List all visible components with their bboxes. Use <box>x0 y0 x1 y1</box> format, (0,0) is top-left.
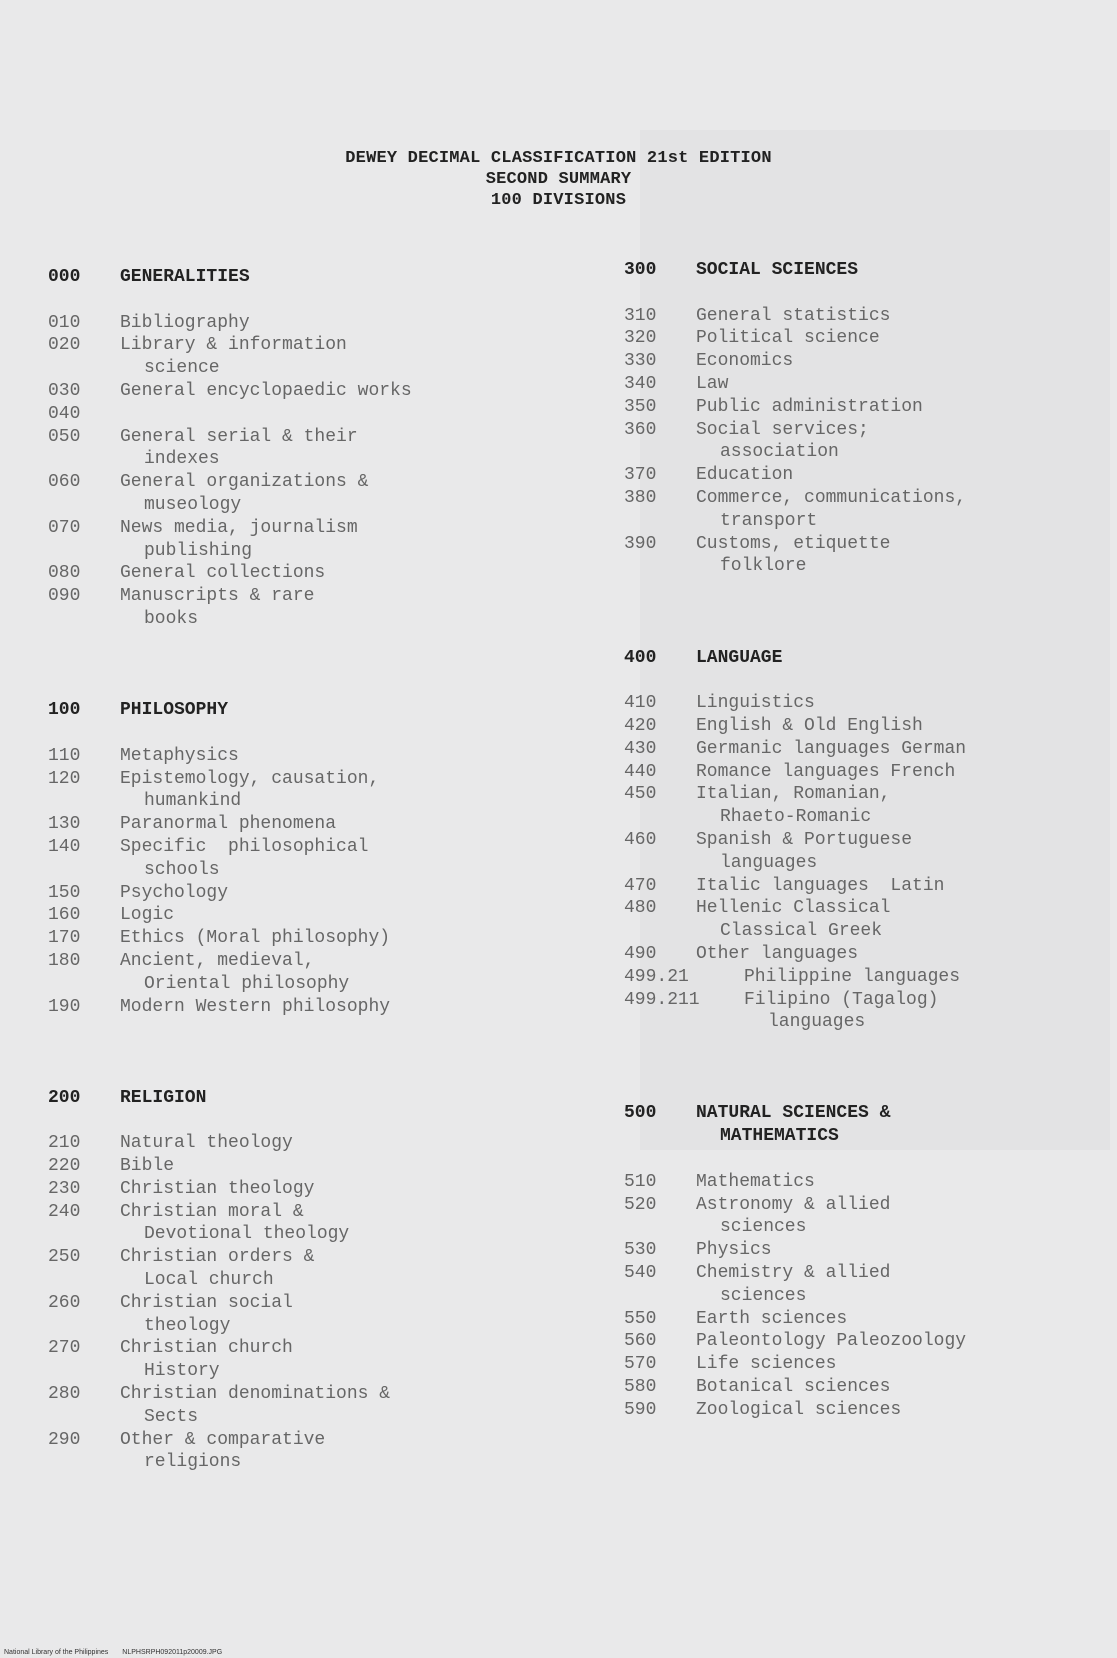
class-label: News media, journalism <box>120 517 358 538</box>
section-number-blank <box>624 1125 696 1148</box>
list-item <box>48 813 588 836</box>
class-number: 150 <box>48 882 81 903</box>
class-label: General encyclopaedic works <box>120 380 412 401</box>
class-number: 499.211 <box>624 989 700 1010</box>
class-number: 570 <box>624 1354 657 1375</box>
class-label: Paleontology Paleozoology <box>696 1331 967 1352</box>
class-number: 530 <box>624 1240 657 1261</box>
class-number <box>48 859 120 882</box>
class-label: Physics <box>696 1240 772 1261</box>
section-title: PHILOSOPHY <box>120 700 229 721</box>
class-number: 110 <box>48 745 81 766</box>
list-item <box>48 927 588 950</box>
class-number: 250 <box>48 1247 81 1268</box>
class-number: 450 <box>624 784 657 805</box>
section-heading <box>48 1087 588 1110</box>
spacer <box>624 578 1104 601</box>
class-label: Library & information <box>120 335 347 356</box>
class-number: 350 <box>624 396 657 417</box>
class-label: Natural theology <box>120 1133 293 1154</box>
list-item <box>624 761 1104 784</box>
class-label: Law <box>696 373 729 394</box>
list-item <box>48 585 588 608</box>
left-column <box>48 266 588 1474</box>
class-label: publishing <box>144 540 253 561</box>
class-number <box>624 1216 696 1239</box>
class-number: 070 <box>48 517 81 538</box>
class-label: Customs, etiquette <box>696 533 891 554</box>
class-number: 330 <box>624 351 657 372</box>
spacer <box>48 722 588 745</box>
list-item <box>624 1171 1104 1194</box>
class-number: 240 <box>48 1201 81 1222</box>
footer <box>4 1649 236 1657</box>
class-label: Other & comparative <box>120 1429 326 1450</box>
list-item <box>48 1201 588 1224</box>
spacer <box>48 654 588 677</box>
list-item <box>624 555 1104 578</box>
class-number: 550 <box>624 1308 657 1329</box>
class-label: Psychology <box>120 882 229 903</box>
section-title: GENERALITIES <box>120 267 250 287</box>
list-item <box>624 441 1104 464</box>
class-number <box>624 1011 744 1034</box>
list-item <box>624 943 1104 966</box>
spacer <box>48 631 588 654</box>
list-item <box>624 1285 1104 1308</box>
class-number: 540 <box>624 1263 657 1284</box>
list-item <box>624 1353 1104 1376</box>
list-item <box>624 1194 1104 1217</box>
spacer <box>624 1148 1104 1171</box>
list-item <box>48 1383 588 1406</box>
list-item <box>48 380 588 403</box>
class-label: Romance languages French <box>696 761 956 782</box>
class-label: Christian moral & <box>120 1201 304 1222</box>
class-label: Commerce, communications, <box>696 487 967 508</box>
list-item <box>624 533 1104 556</box>
list-item <box>48 1360 588 1383</box>
class-label: Chemistry & allied <box>696 1263 891 1284</box>
class-number <box>48 790 120 813</box>
class-number <box>624 555 696 578</box>
spacer <box>48 1041 588 1064</box>
class-label: sciences <box>720 1285 807 1306</box>
section-heading <box>624 647 1104 670</box>
list-item <box>48 904 588 927</box>
class-label: Ethics (Moral philosophy) <box>120 928 391 949</box>
list-item <box>624 852 1104 875</box>
class-number: 180 <box>48 950 81 971</box>
list-item <box>624 373 1104 396</box>
section-heading <box>624 1102 1104 1125</box>
section-title: LANGUAGE <box>696 647 783 668</box>
class-number: 030 <box>48 380 81 401</box>
class-label: indexes <box>144 449 220 470</box>
class-label: Economics <box>696 351 794 372</box>
list-item <box>48 562 588 585</box>
list-item <box>624 989 1104 1012</box>
footer-library: National Library of the Philippines <box>4 1649 109 1656</box>
right-column <box>624 259 1104 1422</box>
class-label: Christian social <box>120 1292 293 1313</box>
spacer <box>624 601 1104 624</box>
list-item <box>48 471 588 494</box>
list-item <box>48 312 588 335</box>
class-label: Life sciences <box>696 1354 837 1375</box>
class-number <box>48 1406 120 1429</box>
list-item <box>48 1315 588 1338</box>
class-number: 290 <box>48 1429 81 1450</box>
list-item <box>48 517 588 540</box>
list-item <box>48 859 588 882</box>
class-number: 040 <box>48 403 81 424</box>
list-item <box>624 1239 1104 1262</box>
spacer <box>624 669 1104 692</box>
list-item <box>48 790 588 813</box>
class-number: 120 <box>48 768 81 789</box>
class-label: English & Old English <box>696 715 923 736</box>
class-number <box>624 1285 696 1308</box>
class-label: History <box>144 1361 220 1382</box>
list-item <box>48 1429 588 1452</box>
section-400 <box>624 647 1104 1035</box>
class-label: schools <box>144 859 220 880</box>
spacer <box>48 289 588 312</box>
class-number: 010 <box>48 312 81 333</box>
list-item <box>48 1155 588 1178</box>
class-label: Germanic languages German <box>696 738 967 759</box>
class-label: Christian denominations & <box>120 1384 391 1405</box>
section-title: SOCIAL SCIENCES <box>696 260 859 280</box>
class-number: 520 <box>624 1194 657 1215</box>
list-item <box>624 1330 1104 1353</box>
class-number: 140 <box>48 836 81 857</box>
class-number: 460 <box>624 829 657 850</box>
class-number: 170 <box>48 928 81 949</box>
spacer <box>624 282 1104 305</box>
list-item <box>624 510 1104 533</box>
class-number: 190 <box>48 996 81 1017</box>
class-label: Rhaeto-Romanic <box>720 807 872 828</box>
class-label: Classical Greek <box>720 921 883 942</box>
list-item <box>624 327 1104 350</box>
class-label: languages <box>768 1012 866 1033</box>
class-number <box>48 973 120 996</box>
class-number: 380 <box>624 487 657 508</box>
class-number <box>624 441 696 464</box>
class-label: Christian church <box>120 1338 293 1359</box>
list-item <box>48 768 588 791</box>
section-number: 500 <box>624 1103 657 1124</box>
class-label: Other languages <box>696 943 859 964</box>
class-number: 370 <box>624 465 657 486</box>
list-item <box>624 1011 1104 1034</box>
class-label: Specific philosophical <box>120 836 369 857</box>
page-title <box>0 148 1117 211</box>
class-label: association <box>720 442 839 463</box>
class-number: 410 <box>624 693 657 714</box>
class-label: religions <box>144 1452 242 1473</box>
class-number: 080 <box>48 563 81 584</box>
class-label: Italic languages Latin <box>696 875 945 896</box>
spacer <box>48 676 588 699</box>
class-label: Philippine languages <box>744 966 961 987</box>
class-label: Bibliography <box>120 312 250 333</box>
class-number <box>48 1451 120 1474</box>
class-label: Ancient, medieval, <box>120 950 315 971</box>
list-item <box>48 426 588 449</box>
class-number: 050 <box>48 426 81 447</box>
class-number: 230 <box>48 1178 81 1199</box>
list-item <box>624 806 1104 829</box>
class-label: Political science <box>696 328 880 349</box>
class-label: museology <box>144 494 242 515</box>
class-number <box>624 852 696 875</box>
section-300 <box>624 259 1104 578</box>
list-item <box>48 882 588 905</box>
list-item <box>48 357 588 380</box>
class-number <box>48 1315 120 1338</box>
class-label: Paranormal phenomena <box>120 814 337 835</box>
class-label: Sects <box>144 1406 199 1427</box>
class-label: humankind <box>144 791 242 812</box>
class-label: Mathematics <box>696 1171 815 1192</box>
section-heading <box>48 699 588 722</box>
class-label: General organizations & <box>120 472 369 493</box>
list-item <box>48 1269 588 1292</box>
class-number: 310 <box>624 305 657 326</box>
spacer <box>624 624 1104 647</box>
list-item <box>48 1292 588 1315</box>
footer-file: NLPHSRPH092011p20009.JPG <box>122 1649 223 1656</box>
list-item <box>624 783 1104 806</box>
spacer <box>624 1080 1104 1103</box>
class-number <box>624 920 696 943</box>
class-label: General collections <box>120 563 326 584</box>
class-label: transport <box>720 510 818 531</box>
class-label: Christian theology <box>120 1178 315 1199</box>
list-item <box>624 305 1104 328</box>
class-label: Social services; <box>696 419 869 440</box>
class-number <box>48 608 120 631</box>
list-item <box>624 829 1104 852</box>
class-number: 280 <box>48 1384 81 1405</box>
list-item <box>48 1132 588 1155</box>
section-000 <box>48 266 588 631</box>
class-number: 210 <box>48 1133 81 1154</box>
section-heading-cont <box>624 1125 1104 1148</box>
class-label: Metaphysics <box>120 745 239 766</box>
title-line-1: DEWEY DECIMAL CLASSIFICATION 21st EDITION <box>345 149 772 168</box>
section-heading <box>48 266 588 289</box>
section-number: 400 <box>624 647 657 668</box>
class-label: sciences <box>720 1217 807 1238</box>
class-number: 490 <box>624 943 657 964</box>
class-number: 260 <box>48 1292 81 1313</box>
class-label: Spanish & Portuguese <box>696 829 913 850</box>
list-item <box>624 1376 1104 1399</box>
list-item <box>624 1399 1104 1422</box>
class-label: Botanical sciences <box>696 1377 891 1398</box>
list-item <box>48 608 588 631</box>
class-label: Logic <box>120 905 175 926</box>
section-number: 100 <box>48 700 81 721</box>
list-item <box>48 1246 588 1269</box>
class-number <box>48 448 120 471</box>
list-item <box>624 920 1104 943</box>
class-label: Italian, Romanian, <box>696 784 891 805</box>
list-item <box>48 1451 588 1474</box>
section-title-cont: MATHEMATICS <box>720 1126 839 1147</box>
class-number: 420 <box>624 715 657 736</box>
class-number: 510 <box>624 1171 657 1192</box>
section-number: 300 <box>624 260 657 280</box>
list-item <box>48 334 588 357</box>
class-number: 360 <box>624 419 657 440</box>
spacer <box>48 1109 588 1132</box>
list-item <box>624 738 1104 761</box>
class-label: Manuscripts & rare <box>120 586 315 607</box>
class-label: Oriental philosophy <box>144 973 350 994</box>
class-number: 220 <box>48 1156 81 1177</box>
section-number: 200 <box>48 1087 81 1108</box>
list-item <box>48 448 588 471</box>
list-item <box>624 875 1104 898</box>
list-item <box>624 692 1104 715</box>
class-number: 580 <box>624 1377 657 1398</box>
section-heading <box>624 259 1104 282</box>
list-item <box>48 1337 588 1360</box>
class-number: 090 <box>48 586 81 607</box>
list-item <box>624 1308 1104 1331</box>
class-number: 020 <box>48 335 81 356</box>
class-label: Modern Western philosophy <box>120 996 391 1017</box>
class-number <box>48 494 120 517</box>
list-item <box>48 1406 588 1429</box>
class-label: Local church <box>144 1270 274 1291</box>
list-item <box>624 1262 1104 1285</box>
class-number <box>624 510 696 533</box>
class-label: Christian orders & <box>120 1247 315 1268</box>
list-item <box>48 745 588 768</box>
class-number: 320 <box>624 328 657 349</box>
list-item <box>48 494 588 517</box>
class-number: 160 <box>48 905 81 926</box>
class-label: Astronomy & allied <box>696 1194 891 1215</box>
class-label: books <box>144 608 199 629</box>
class-label: Epistemology, causation, <box>120 768 380 789</box>
title-line-2: SECOND SUMMARY <box>485 170 632 189</box>
class-number: 430 <box>624 738 657 759</box>
class-label: folklore <box>720 556 807 577</box>
class-label: Bible <box>120 1156 175 1177</box>
class-label: Hellenic Classical <box>696 898 891 919</box>
class-label: Devotional theology <box>144 1224 350 1245</box>
section-title: RELIGION <box>120 1087 207 1108</box>
class-label: science <box>144 358 220 379</box>
class-number <box>48 1360 120 1383</box>
class-label: Public administration <box>696 396 923 417</box>
list-item <box>624 897 1104 920</box>
spacer <box>624 1057 1104 1080</box>
class-number: 270 <box>48 1338 81 1359</box>
class-label: Linguistics <box>696 693 815 714</box>
class-label: languages <box>720 852 818 873</box>
list-item <box>48 973 588 996</box>
list-item <box>624 464 1104 487</box>
class-label: theology <box>144 1315 231 1336</box>
list-item <box>624 419 1104 442</box>
class-number: 130 <box>48 814 81 835</box>
class-number: 060 <box>48 472 81 493</box>
list-item <box>624 350 1104 373</box>
section-title: NATURAL SCIENCES & <box>696 1103 891 1124</box>
section-100 <box>48 699 588 1018</box>
class-number: 440 <box>624 761 657 782</box>
section-200 <box>48 1087 588 1475</box>
class-label: Zoological sciences <box>696 1399 902 1420</box>
list-item <box>624 1216 1104 1239</box>
list-item <box>624 966 1104 989</box>
class-number: 499.21 <box>624 966 689 987</box>
list-item <box>48 996 588 1019</box>
list-item <box>624 487 1104 510</box>
class-label: General serial & their <box>120 426 358 447</box>
section-number: 000 <box>48 267 81 287</box>
class-number <box>48 540 120 563</box>
list-item <box>48 403 588 426</box>
list-item <box>48 836 588 859</box>
class-number: 560 <box>624 1331 657 1352</box>
class-label: Earth sciences <box>696 1308 848 1329</box>
class-number <box>48 1223 120 1246</box>
list-item <box>48 1223 588 1246</box>
class-number: 470 <box>624 875 657 896</box>
list-item <box>624 396 1104 419</box>
class-number: 590 <box>624 1399 657 1420</box>
title-line-3: 100 DIVISIONS <box>490 191 627 210</box>
class-number: 340 <box>624 373 657 394</box>
class-number <box>624 806 696 829</box>
class-label: Education <box>696 465 794 486</box>
class-label: General statistics <box>696 305 891 326</box>
list-item <box>48 1178 588 1201</box>
spacer <box>624 1034 1104 1057</box>
list-item <box>48 950 588 973</box>
class-number <box>48 1269 120 1292</box>
class-number: 390 <box>624 533 657 554</box>
spacer <box>48 1018 588 1041</box>
class-label: Filipino (Tagalog) <box>744 989 939 1010</box>
section-500 <box>624 1102 1104 1421</box>
spacer <box>48 1064 588 1087</box>
class-number <box>48 357 120 380</box>
class-number: 480 <box>624 898 657 919</box>
list-item <box>624 715 1104 738</box>
list-item <box>48 540 588 563</box>
